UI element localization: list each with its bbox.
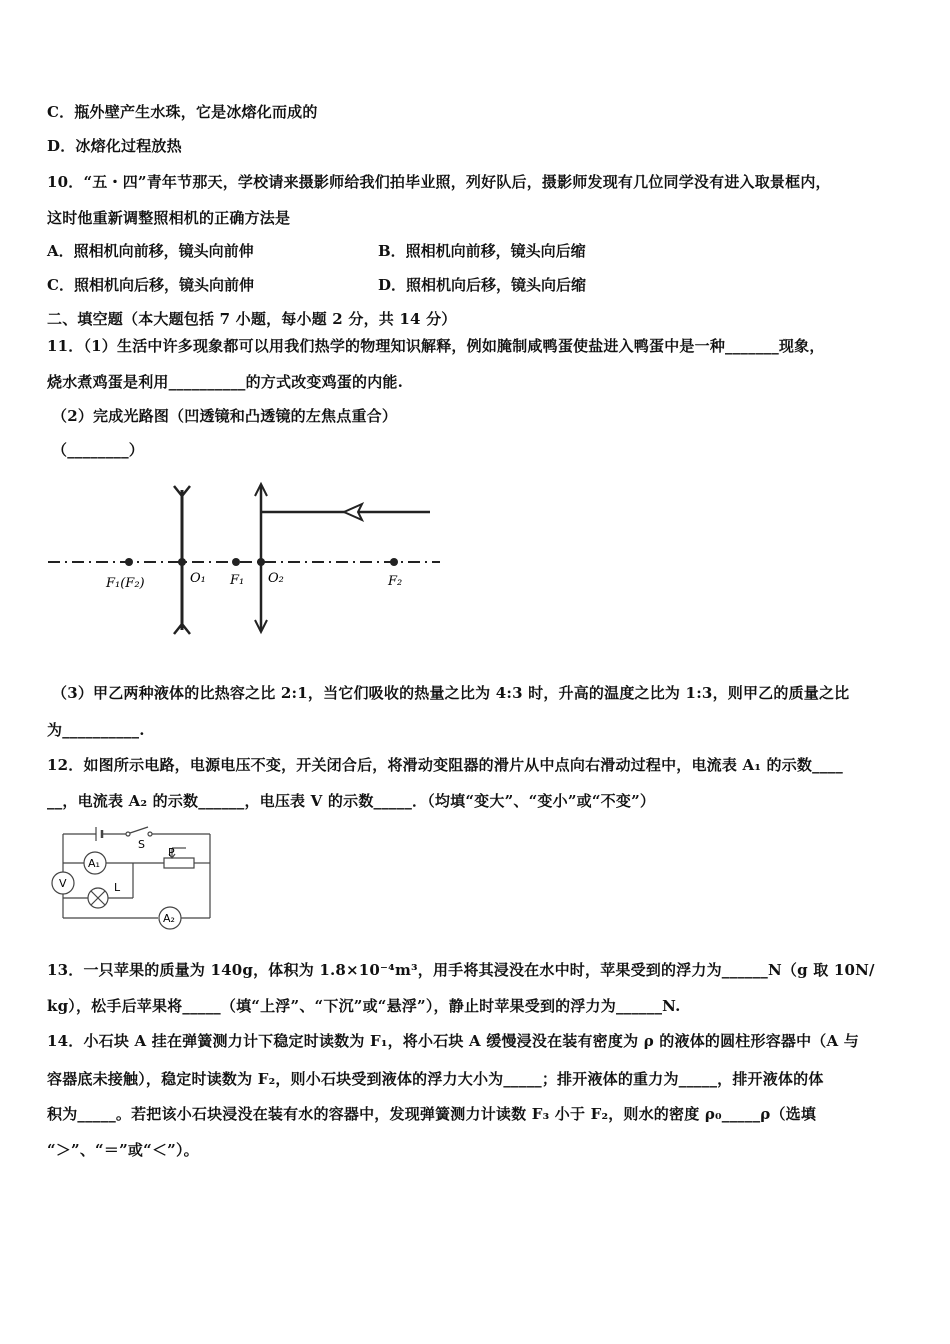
q14-line4: “＞”、“＝”或“＜”）。 [47, 1141, 199, 1159]
q12-line2: __，电流表 A₂ 的示数______，电压表 V 的示数_____．（均填“变大”、“变小”或“不变”） [47, 792, 656, 810]
label-lamp: L [114, 881, 121, 894]
label-f1: F₁ [230, 573, 245, 588]
label-ammeter2: A₂ [163, 912, 175, 925]
incident-ray [261, 504, 430, 520]
q11-part2: （2）完成光路图（凹透镜和凸透镜的左焦点重合） [52, 407, 398, 425]
label-switch: S [138, 838, 145, 851]
q10-stem-line1: 10．“五・四”青年节那天，学校请来摄影师给我们拍毕业照，列好队后，摄影师发现有几位同学没有进入取景框内， [47, 173, 831, 191]
point-o1 [178, 558, 186, 566]
label-o1: O₁ [190, 571, 206, 586]
q14-line2: 容器底未接触），稳定时读数为 F₂，则小石块受到液体的浮力大小为_____；排开液体的重力为_____，排开液体的体 [47, 1070, 824, 1088]
q14-line1: 14．小石块 A 挂在弹簧测力计下稳定时读数为 F₁，将小石块 A 缓慢浸没在装有密度为 ρ 的液体的圆柱形容器中（A 与 [47, 1032, 859, 1050]
q11-line1: 11．（1）生活中许多现象都可以用我们热学的物理知识解释，例如腌制咸鸭蛋使盐进入鸭蛋中是一种_______现象， [47, 337, 825, 355]
q10-option-d: D．照相机向后移，镜头向后缩 [378, 276, 587, 294]
q12-line1: 12．如图所示电路，电源电压不变，开关闭合后，将滑动变阻器的滑片从中点向右滑动过程中，电流表 A₁ 的示数____ [47, 756, 843, 774]
circuit-diagram [48, 826, 218, 926]
label-voltmeter: V [59, 877, 67, 890]
label-slider: P [168, 846, 175, 859]
label-f1f2: F₁(F₂) [106, 576, 145, 591]
label-f2: F₂ [388, 574, 403, 589]
q13-line1: 13．一只苹果的质量为 140g，体积为 1.8×10⁻⁴m³，用手将其浸没在水中时，苹果受到的浮力为______N（g 取 10N/ [47, 961, 875, 979]
q13-line2: kg），松手后苹果将_____（填“上浮”、“下沉”或“悬浮”），静止时苹果受到的浮力为______N. [47, 997, 681, 1015]
q11-part3-line1: （3）甲乙两种液体的比热容之比 2:1，当它们吸收的热量之比为 4:3 时，升高的温度之比为 1:3，则甲乙的质量之比 [52, 684, 850, 702]
q14-line3: 积为_____。若把该小石块浸没在装有水的容器中，发现弹簧测力计读数 F₃ 小于 F₂，则水的密度 ρ₀_____ρ（选填 [47, 1105, 817, 1123]
q11-answer-blank: （________） [52, 441, 145, 459]
q10-option-b: B．照相机向前移，镜头向后缩 [378, 242, 586, 260]
label-ammeter1: A₁ [88, 857, 100, 870]
q9-option-c: C．瓶外壁产生水珠，它是冰熔化而成的 [47, 103, 318, 121]
point-f2 [390, 558, 398, 566]
q9-option-d: D．冰熔化过程放热 [47, 137, 182, 155]
q11-line2: 烧水煮鸡蛋是利用__________的方式改变鸡蛋的内能. [47, 373, 404, 391]
point-o2 [257, 558, 265, 566]
q11-part3-line2: 为__________. [47, 721, 145, 739]
label-o2: O₂ [268, 571, 284, 586]
section-title: 二、填空题（本大题包括 7 小题，每小题 2 分，共 14 分） [47, 310, 457, 328]
lens-ray-diagram [40, 478, 460, 638]
q10-stem-line2: 这时他重新调整照相机的正确方法是 [47, 209, 291, 227]
q10-option-a: A．照相机向前移，镜头向前伸 [47, 242, 254, 260]
point-f1f2 [125, 558, 133, 566]
q10-option-c: C．照相机向后移，镜头向前伸 [47, 276, 254, 294]
point-f1 [232, 558, 240, 566]
